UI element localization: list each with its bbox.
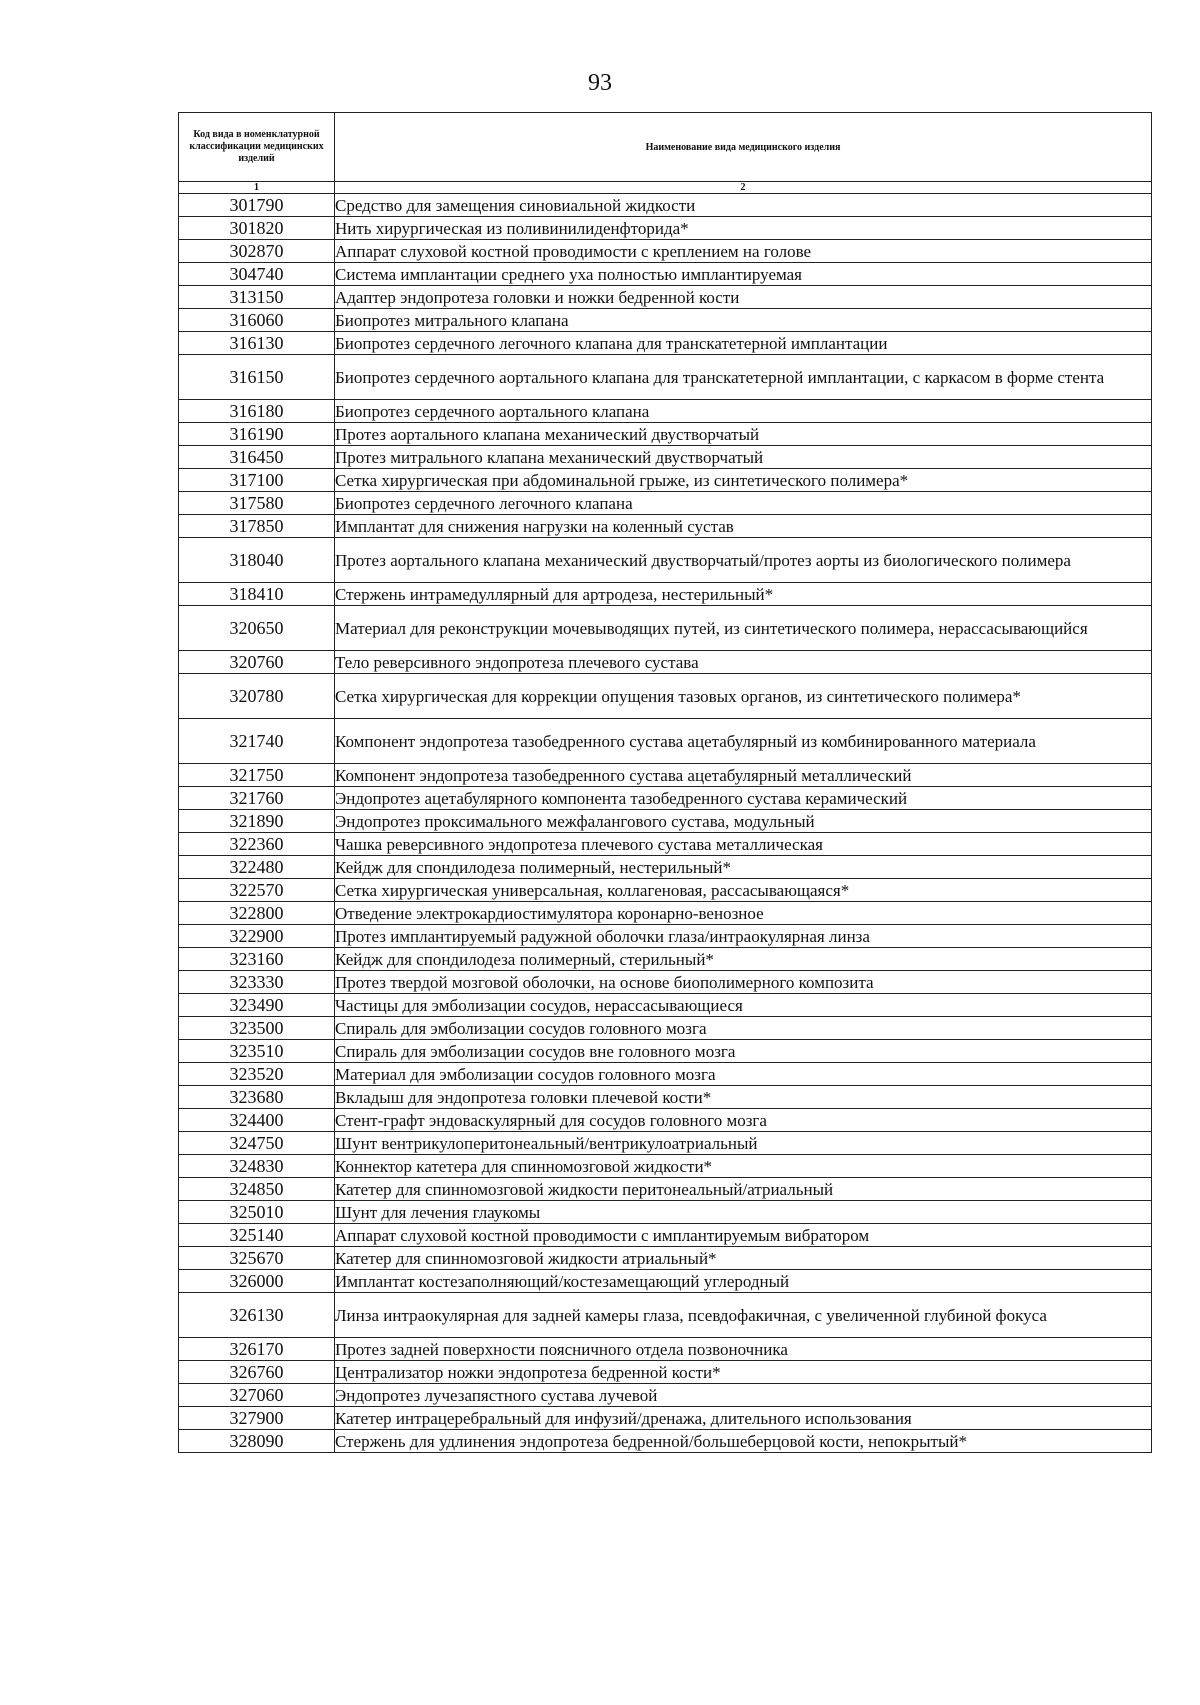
device-name-cell: Сетка хирургическая универсальная, коллагеновая, рассасывающаяся* — [335, 879, 1152, 902]
device-name-cell: Протез имплантируемый радужной оболочки глаза/интраокулярная линза — [335, 925, 1152, 948]
device-name-cell: Нить хирургическая из поливинилиденфторида* — [335, 217, 1152, 240]
device-code-cell: 323510 — [179, 1040, 335, 1063]
device-name-cell: Вкладыш для эндопротеза головки плечевой кости* — [335, 1086, 1152, 1109]
table-row — [179, 1361, 1152, 1384]
table-row — [179, 810, 1152, 833]
table-row — [179, 469, 1152, 492]
device-classification-table — [178, 112, 1152, 1453]
table-row — [179, 787, 1152, 810]
table-row — [179, 971, 1152, 994]
device-code-cell: 321760 — [179, 787, 335, 810]
device-code-cell: 317850 — [179, 515, 335, 538]
table-row — [179, 538, 1152, 583]
device-code-cell: 320760 — [179, 651, 335, 674]
device-code-cell: 313150 — [179, 286, 335, 309]
device-name-cell: Централизатор ножки эндопротеза бедренной кости* — [335, 1361, 1152, 1384]
device-name-cell: Компонент эндопротеза тазобедренного сустава ацетабулярный металлический — [335, 764, 1152, 787]
device-name-cell: Протез митрального клапана механический двустворчатый — [335, 446, 1152, 469]
table-row — [179, 925, 1152, 948]
device-name-cell: Биопротез сердечного легочного клапана для транскатетерной имплантации — [335, 332, 1152, 355]
device-code-cell: 321750 — [179, 764, 335, 787]
device-code-cell: 322570 — [179, 879, 335, 902]
device-name-cell: Имплантат для снижения нагрузки на коленный сустав — [335, 515, 1152, 538]
device-code-cell: 326760 — [179, 1361, 335, 1384]
table-row — [179, 1270, 1152, 1293]
table-row — [179, 764, 1152, 787]
device-code-cell: 302870 — [179, 240, 335, 263]
device-name-cell: Эндопротез лучезапястного сустава лучевой — [335, 1384, 1152, 1407]
device-code-cell: 322480 — [179, 856, 335, 879]
device-code-cell: 320650 — [179, 606, 335, 651]
table-row — [179, 1178, 1152, 1201]
table-row — [179, 1132, 1152, 1155]
page-number: 93 — [588, 70, 612, 96]
table-row — [179, 1224, 1152, 1247]
table-row — [179, 1384, 1152, 1407]
table-row — [179, 446, 1152, 469]
table-row — [179, 948, 1152, 971]
device-name-cell: Адаптер эндопротеза головки и ножки бедренной кости — [335, 286, 1152, 309]
column-number-row — [179, 182, 1152, 194]
table-row — [179, 902, 1152, 925]
device-code-cell: 322360 — [179, 833, 335, 856]
table-row — [179, 879, 1152, 902]
device-name-cell: Кейдж для спондилодеза полимерный, стерильный* — [335, 948, 1152, 971]
device-name-cell: Отведение электрокардиостимулятора коронарно-венозное — [335, 902, 1152, 925]
table-row — [179, 583, 1152, 606]
device-name-cell: Стент-графт эндоваскулярный для сосудов головного мозга — [335, 1109, 1152, 1132]
table-row — [179, 674, 1152, 719]
device-code-cell: 326170 — [179, 1338, 335, 1361]
device-name-cell: Протез аортального клапана механический двустворчатый/протез аорты из биологического полимера — [335, 538, 1152, 583]
device-name-cell: Средство для замещения синовиальной жидкости — [335, 194, 1152, 217]
table-header-row — [179, 113, 1152, 182]
device-code-cell: 323500 — [179, 1017, 335, 1040]
device-name-cell: Протез аортального клапана механический двустворчатый — [335, 423, 1152, 446]
device-name-cell: Сетка хирургическая для коррекции опущения тазовых органов, из синтетического полимера* — [335, 674, 1152, 719]
table-row — [179, 719, 1152, 764]
device-code-cell: 326130 — [179, 1293, 335, 1338]
table-row — [179, 833, 1152, 856]
table-row — [179, 240, 1152, 263]
device-name-cell: Эндопротез ацетабулярного компонента тазобедренного сустава керамический — [335, 787, 1152, 810]
device-name-cell: Коннектор катетера для спинномозговой жидкости* — [335, 1155, 1152, 1178]
device-code-cell: 324750 — [179, 1132, 335, 1155]
table-row — [179, 651, 1152, 674]
table-row — [179, 1155, 1152, 1178]
device-code-cell: 322800 — [179, 902, 335, 925]
table-row — [179, 1040, 1152, 1063]
table-row — [179, 286, 1152, 309]
table-body — [179, 194, 1152, 1453]
device-name-cell: Эндопротез проксимального межфалангового сустава, модульный — [335, 810, 1152, 833]
table-row — [179, 994, 1152, 1017]
device-name-cell: Протез задней поверхности поясничного отдела позвоночника — [335, 1338, 1152, 1361]
table-row — [179, 194, 1152, 217]
device-name-cell: Спираль для эмболизации сосудов головного мозга — [335, 1017, 1152, 1040]
device-code-cell: 323160 — [179, 948, 335, 971]
table-row — [179, 856, 1152, 879]
device-name-cell: Биопротез митрального клапана — [335, 309, 1152, 332]
device-code-cell: 318410 — [179, 583, 335, 606]
column-number-2: 2 — [335, 182, 1152, 194]
device-code-cell: 321890 — [179, 810, 335, 833]
table-row — [179, 355, 1152, 400]
device-name-cell: Частицы для эмболизации сосудов, нерассасывающиеся — [335, 994, 1152, 1017]
column-number-1: 1 — [179, 182, 335, 194]
device-name-cell: Стержень интрамедуллярный для артродеза, нестерильный* — [335, 583, 1152, 606]
column-header-name: Наименование вида медицинского изделия — [335, 113, 1152, 182]
table-row — [179, 1063, 1152, 1086]
device-code-cell: 323520 — [179, 1063, 335, 1086]
device-code-cell: 317100 — [179, 469, 335, 492]
table-row — [179, 263, 1152, 286]
device-name-cell: Линза интраокулярная для задней камеры глаза, псевдофакичная, с увеличенной глубиной фокуса — [335, 1293, 1152, 1338]
device-code-cell: 304740 — [179, 263, 335, 286]
table-row — [179, 1293, 1152, 1338]
table-row — [179, 400, 1152, 423]
device-code-cell: 325010 — [179, 1201, 335, 1224]
table-row — [179, 1109, 1152, 1132]
device-name-cell: Биопротез сердечного легочного клапана — [335, 492, 1152, 515]
device-name-cell: Катетер интрацеребральный для инфузий/дренажа, длительного использования — [335, 1407, 1152, 1430]
device-code-cell: 316060 — [179, 309, 335, 332]
device-code-cell: 316190 — [179, 423, 335, 446]
table-row — [179, 1086, 1152, 1109]
device-code-cell: 316150 — [179, 355, 335, 400]
device-name-cell: Компонент эндопротеза тазобедренного сустава ацетабулярный из комбинированного материала — [335, 719, 1152, 764]
device-name-cell: Аппарат слуховой костной проводимости с имплантируемым вибратором — [335, 1224, 1152, 1247]
device-code-cell: 327900 — [179, 1407, 335, 1430]
device-code-cell: 316450 — [179, 446, 335, 469]
device-name-cell: Биопротез сердечного аортального клапана — [335, 400, 1152, 423]
device-name-cell: Чашка реверсивного эндопротеза плечевого сустава металлическая — [335, 833, 1152, 856]
device-name-cell: Имплантат костезаполняющий/костезамещающий углеродный — [335, 1270, 1152, 1293]
device-name-cell: Биопротез сердечного аортального клапана для транскатетерной имплантации, с каркасом в форме стента — [335, 355, 1152, 400]
device-code-cell: 326000 — [179, 1270, 335, 1293]
device-name-cell: Стержень для удлинения эндопротеза бедренной/большеберцовой кости, непокрытый* — [335, 1430, 1152, 1453]
device-code-cell: 316180 — [179, 400, 335, 423]
column-header-code: Код вида в номенклатурной классификации медицинских изделий — [179, 113, 335, 182]
device-name-cell: Тело реверсивного эндопротеза плечевого сустава — [335, 651, 1152, 674]
table-row — [179, 1430, 1152, 1453]
device-code-cell: 321740 — [179, 719, 335, 764]
table-row — [179, 1017, 1152, 1040]
device-name-cell: Кейдж для спондилодеза полимерный, нестерильный* — [335, 856, 1152, 879]
device-code-cell: 325140 — [179, 1224, 335, 1247]
device-name-cell: Катетер для спинномозговой жидкости атриальный* — [335, 1247, 1152, 1270]
table-row — [179, 1338, 1152, 1361]
device-code-cell: 317580 — [179, 492, 335, 515]
device-name-cell: Система имплантации среднего уха полностью имплантируемая — [335, 263, 1152, 286]
device-name-cell: Шунт вентрикулоперитонеальный/вентрикулоатриальный — [335, 1132, 1152, 1155]
table-row — [179, 332, 1152, 355]
device-code-cell: 322900 — [179, 925, 335, 948]
table-row — [179, 1247, 1152, 1270]
device-name-cell: Шунт для лечения глаукомы — [335, 1201, 1152, 1224]
table-row — [179, 492, 1152, 515]
device-code-cell: 316130 — [179, 332, 335, 355]
device-code-cell: 323680 — [179, 1086, 335, 1109]
device-name-cell: Спираль для эмболизации сосудов вне головного мозга — [335, 1040, 1152, 1063]
device-code-cell: 320780 — [179, 674, 335, 719]
table-row — [179, 309, 1152, 332]
device-name-cell: Материал для реконструкции мочевыводящих путей, из синтетического полимера, нерассасывающийся — [335, 606, 1152, 651]
device-name-cell: Сетка хирургическая при абдоминальной грыже, из синтетического полимера* — [335, 469, 1152, 492]
device-code-cell: 328090 — [179, 1430, 335, 1453]
device-name-cell: Материал для эмболизации сосудов головного мозга — [335, 1063, 1152, 1086]
table-row — [179, 1407, 1152, 1430]
table-row — [179, 1201, 1152, 1224]
device-code-cell: 301820 — [179, 217, 335, 240]
device-code-cell: 327060 — [179, 1384, 335, 1407]
table-row — [179, 423, 1152, 446]
table-row — [179, 606, 1152, 651]
device-code-cell: 323330 — [179, 971, 335, 994]
device-name-cell: Катетер для спинномозговой жидкости перитонеальный/атриальный — [335, 1178, 1152, 1201]
table-row — [179, 217, 1152, 240]
device-code-cell: 324850 — [179, 1178, 335, 1201]
device-code-cell: 301790 — [179, 194, 335, 217]
device-code-cell: 325670 — [179, 1247, 335, 1270]
device-name-cell: Протез твердой мозговой оболочки, на основе биополимерного композита — [335, 971, 1152, 994]
device-code-cell: 324830 — [179, 1155, 335, 1178]
device-name-cell: Аппарат слуховой костной проводимости с креплением на голове — [335, 240, 1152, 263]
device-code-cell: 323490 — [179, 994, 335, 1017]
device-code-cell: 324400 — [179, 1109, 335, 1132]
table-row — [179, 515, 1152, 538]
device-code-cell: 318040 — [179, 538, 335, 583]
